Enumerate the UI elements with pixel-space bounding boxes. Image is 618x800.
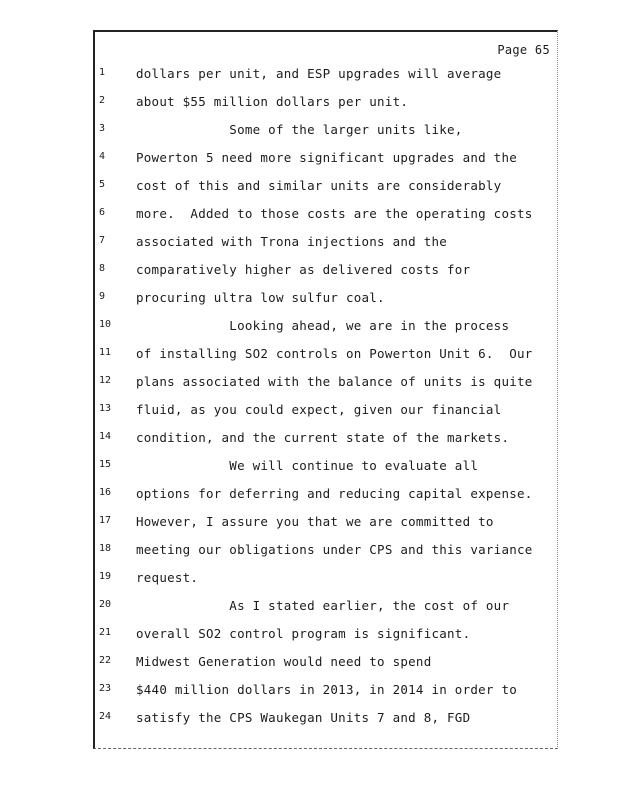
line-number: 9 (99, 291, 106, 302)
line-number: 7 (99, 235, 106, 246)
line-number: 10 (99, 319, 112, 330)
line-number: 11 (99, 347, 112, 358)
transcript-line (95, 94, 555, 114)
transcript-line (95, 374, 555, 394)
transcript-line (95, 290, 555, 310)
line-number: 23 (99, 683, 112, 694)
transcript-line (95, 318, 555, 338)
transcript-line (95, 458, 555, 478)
line-text: fluid, as you could expect, given our financial (136, 402, 502, 417)
line-number: 3 (99, 123, 106, 134)
line-number: 17 (99, 515, 112, 526)
line-text: meeting our obligations under CPS and this variance (136, 542, 533, 557)
line-number: 6 (99, 207, 106, 218)
line-number: 20 (99, 599, 112, 610)
line-text: procuring ultra low sulfur coal. (136, 290, 385, 305)
transcript-line (95, 654, 555, 674)
line-number: 21 (99, 627, 112, 638)
transcript-line (95, 486, 555, 506)
transcript-line (95, 206, 555, 226)
line-text: comparatively higher as delivered costs for (136, 262, 471, 277)
transcript-line (95, 234, 555, 254)
line-text: dollars per unit, and ESP upgrades will average (136, 66, 502, 81)
transcript-line (95, 402, 555, 422)
transcript-line (95, 122, 555, 142)
line-number: 1 (99, 67, 106, 78)
line-number: 14 (99, 431, 112, 442)
transcript-line (95, 346, 555, 366)
transcript-line (95, 514, 555, 534)
line-number: 19 (99, 571, 112, 582)
transcript-line (95, 626, 555, 646)
line-number: 12 (99, 375, 112, 386)
transcript-line (95, 262, 555, 282)
transcript-line (95, 430, 555, 450)
line-text: more. Added to those costs are the operating costs (136, 206, 533, 221)
line-number: 4 (99, 151, 106, 162)
transcript-line (95, 150, 555, 170)
line-text: We will continue to evaluate all (136, 458, 479, 473)
line-text: However, I assure you that we are committed to (136, 514, 494, 529)
line-text: Some of the larger units like, (136, 122, 463, 137)
line-number: 16 (99, 487, 112, 498)
page-number: Page 65 (497, 43, 550, 57)
line-text: about $55 million dollars per unit. (136, 94, 409, 109)
line-number: 13 (99, 403, 112, 414)
line-text: condition, and the current state of the markets. (136, 430, 510, 445)
line-number: 18 (99, 543, 112, 554)
line-text: plans associated with the balance of units is quite (136, 374, 533, 389)
line-text: $440 million dollars in 2013, in 2014 in order to (136, 682, 518, 697)
transcript-line (95, 178, 555, 198)
line-number: 15 (99, 459, 112, 470)
line-text: associated with Trona injections and the (136, 234, 448, 249)
line-number: 8 (99, 263, 106, 274)
line-number: 24 (99, 711, 112, 722)
line-text: cost of this and similar units are considerably (136, 178, 502, 193)
line-text: options for deferring and reducing capital expense. (136, 486, 533, 501)
line-number: 22 (99, 655, 112, 666)
line-text: of installing SO2 controls on Powerton Unit 6. Our (136, 346, 533, 361)
line-number: 2 (99, 95, 106, 106)
transcript-line (95, 710, 555, 730)
transcript-line (95, 570, 555, 590)
line-text: satisfy the CPS Waukegan Units 7 and 8, FGD (136, 710, 471, 725)
line-text: As I stated earlier, the cost of our (136, 598, 510, 613)
line-text: Powerton 5 need more significant upgrades and the (136, 150, 518, 165)
transcript-line (95, 598, 555, 618)
transcript-line (95, 682, 555, 702)
line-text: Midwest Generation would need to spend (136, 654, 432, 669)
transcript-line (95, 542, 555, 562)
transcript-line (95, 66, 555, 86)
line-text: overall SO2 control program is significant. (136, 626, 471, 641)
line-number: 5 (99, 179, 106, 190)
line-text: request. (136, 570, 199, 585)
line-text: Looking ahead, we are in the process (136, 318, 510, 333)
